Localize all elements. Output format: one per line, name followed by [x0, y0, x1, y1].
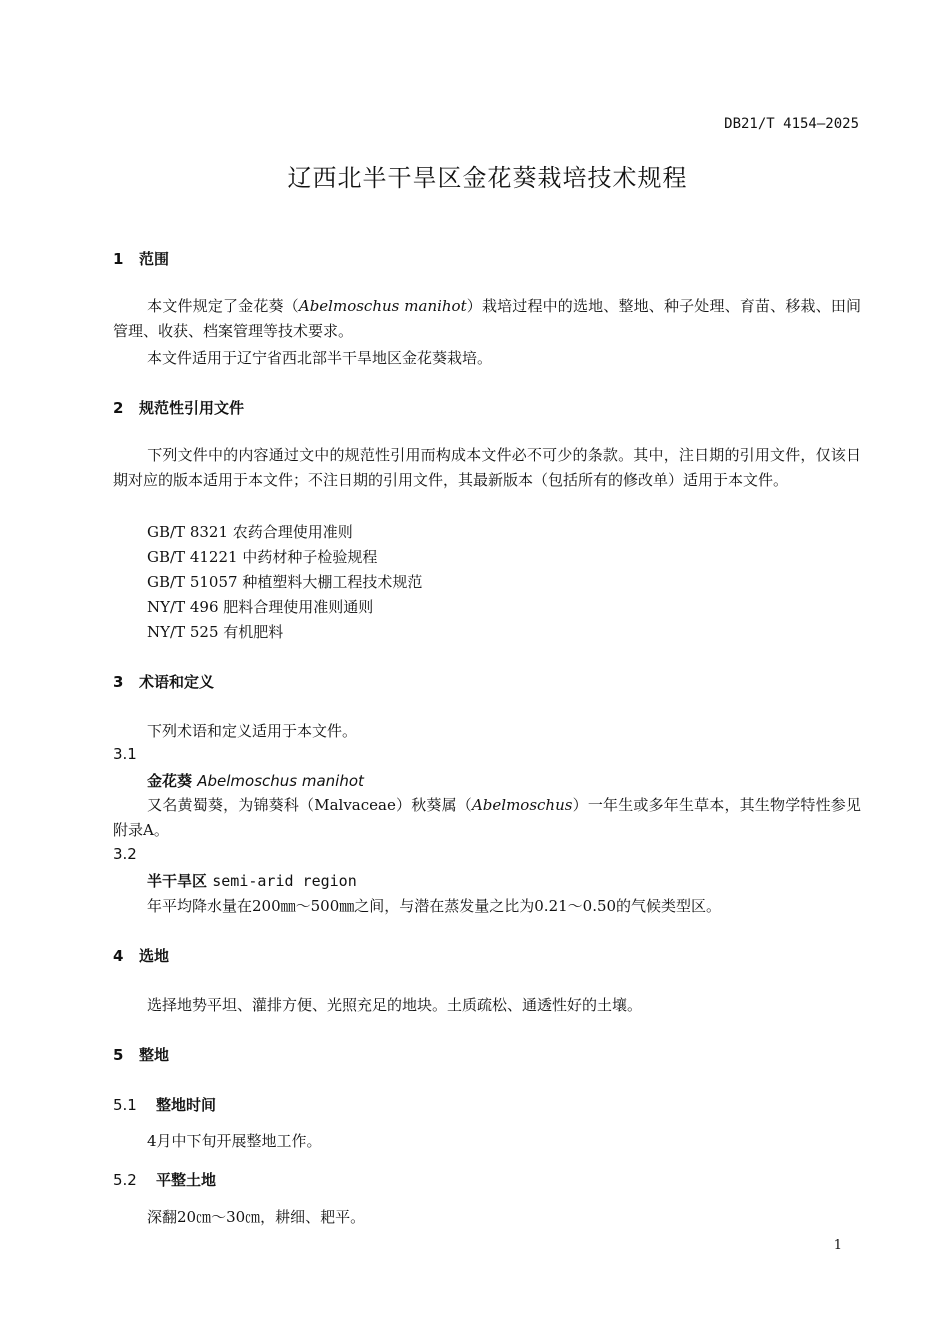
- page-number: 1: [833, 1238, 842, 1253]
- document-code: DB21/T 4154—2025: [724, 116, 859, 132]
- term-definition: [113, 793, 861, 843]
- reference-item: GB/T 51057 种植塑料大棚工程技术规范: [147, 573, 423, 591]
- section-number: 2: [113, 399, 124, 417]
- section-1-heading: [113, 248, 169, 269]
- text-run: ）一年生或多年生草本，其生物学特性参见附录A。: [113, 796, 861, 839]
- subsection-5-2-heading: [113, 1169, 216, 1190]
- references-intro: [113, 443, 861, 493]
- subsection-number: 5.2: [113, 1171, 137, 1189]
- term-cn: 半干旱区: [147, 872, 208, 890]
- text-run: 本文件规定了金花葵（: [147, 297, 299, 315]
- scope-paragraph-1: [113, 294, 861, 344]
- section-number: 5: [113, 1046, 124, 1064]
- subsection-title: 整地时间: [156, 1096, 217, 1114]
- reference-item: NY/T 496 肥料合理使用准则通则: [147, 598, 374, 616]
- term-cn: 金花葵: [147, 772, 193, 790]
- section-5-heading: [113, 1044, 169, 1065]
- latin-name: Abelmoschus manihot: [298, 297, 467, 315]
- subsection-text: 深翻20㎝～30㎝，耕细、耙平。: [147, 1208, 366, 1226]
- section-number: 4: [113, 947, 124, 965]
- term-number: 3.2: [113, 845, 137, 863]
- section-title: 整地: [139, 1046, 170, 1064]
- text-run: 下列文件中的内容通过文中的规范性引用而构成本文件必不可少的条款。其中，注日期的引用文件，仅该日期对应的版本适用于本文件；不注日期的引用文件，其最新版本（包括所有的修改单）适用于本文件。: [113, 446, 861, 489]
- subsection-title: 平整土地: [156, 1171, 217, 1189]
- subsection-text: 4月中下旬开展整地工作。: [147, 1132, 322, 1150]
- reference-item: NY/T 525 有机肥料: [147, 623, 284, 641]
- latin-name: Abelmoschus manihot: [197, 772, 364, 790]
- reference-item: GB/T 41221 中药材种子检验规程: [147, 548, 378, 566]
- term-number: 3.1: [113, 745, 137, 763]
- section-number: 1: [113, 250, 124, 268]
- section-number: 3: [113, 673, 124, 691]
- latin-name: Abelmoschus: [471, 796, 573, 814]
- term-definition: 年平均降水量在200㎜～500㎜之间，与潜在蒸发量之比为0.21～0.50的气候类型区。: [147, 897, 722, 915]
- text-run: ）栽培过程中的选地、整地、种子处理、育苗、移栽、田间管理、收获、档案管理等技术要求。: [113, 297, 861, 340]
- text-run: 又名黄蜀葵，为锦葵科（Malvaceae）秋葵属（: [147, 796, 472, 814]
- terms-intro: 下列术语和定义适用于本文件。: [147, 722, 358, 740]
- section-4-heading: [113, 945, 169, 966]
- section-3-heading: [113, 671, 214, 692]
- section-2-heading: [113, 397, 244, 418]
- term-name: [147, 870, 357, 891]
- reference-item: GB/T 8321 农药合理使用准则: [147, 523, 353, 541]
- section-title: 范围: [139, 250, 170, 268]
- subsection-number: 5.1: [113, 1096, 137, 1114]
- section-title: 术语和定义: [139, 673, 215, 691]
- term-name: [147, 770, 364, 791]
- site-selection-paragraph: 选择地势平坦、灌排方便、光照充足的地块。土质疏松、通透性好的土壤。: [147, 996, 643, 1014]
- section-title: 规范性引用文件: [139, 399, 245, 417]
- term-en: semi-arid region: [212, 872, 357, 890]
- page-title: 辽西北半干旱区金花葵栽培技术规程: [287, 164, 688, 192]
- subsection-5-1-heading: [113, 1094, 216, 1115]
- scope-paragraph-2: 本文件适用于辽宁省西北部半干旱地区金花葵栽培。: [147, 349, 493, 367]
- section-title: 选地: [139, 947, 170, 965]
